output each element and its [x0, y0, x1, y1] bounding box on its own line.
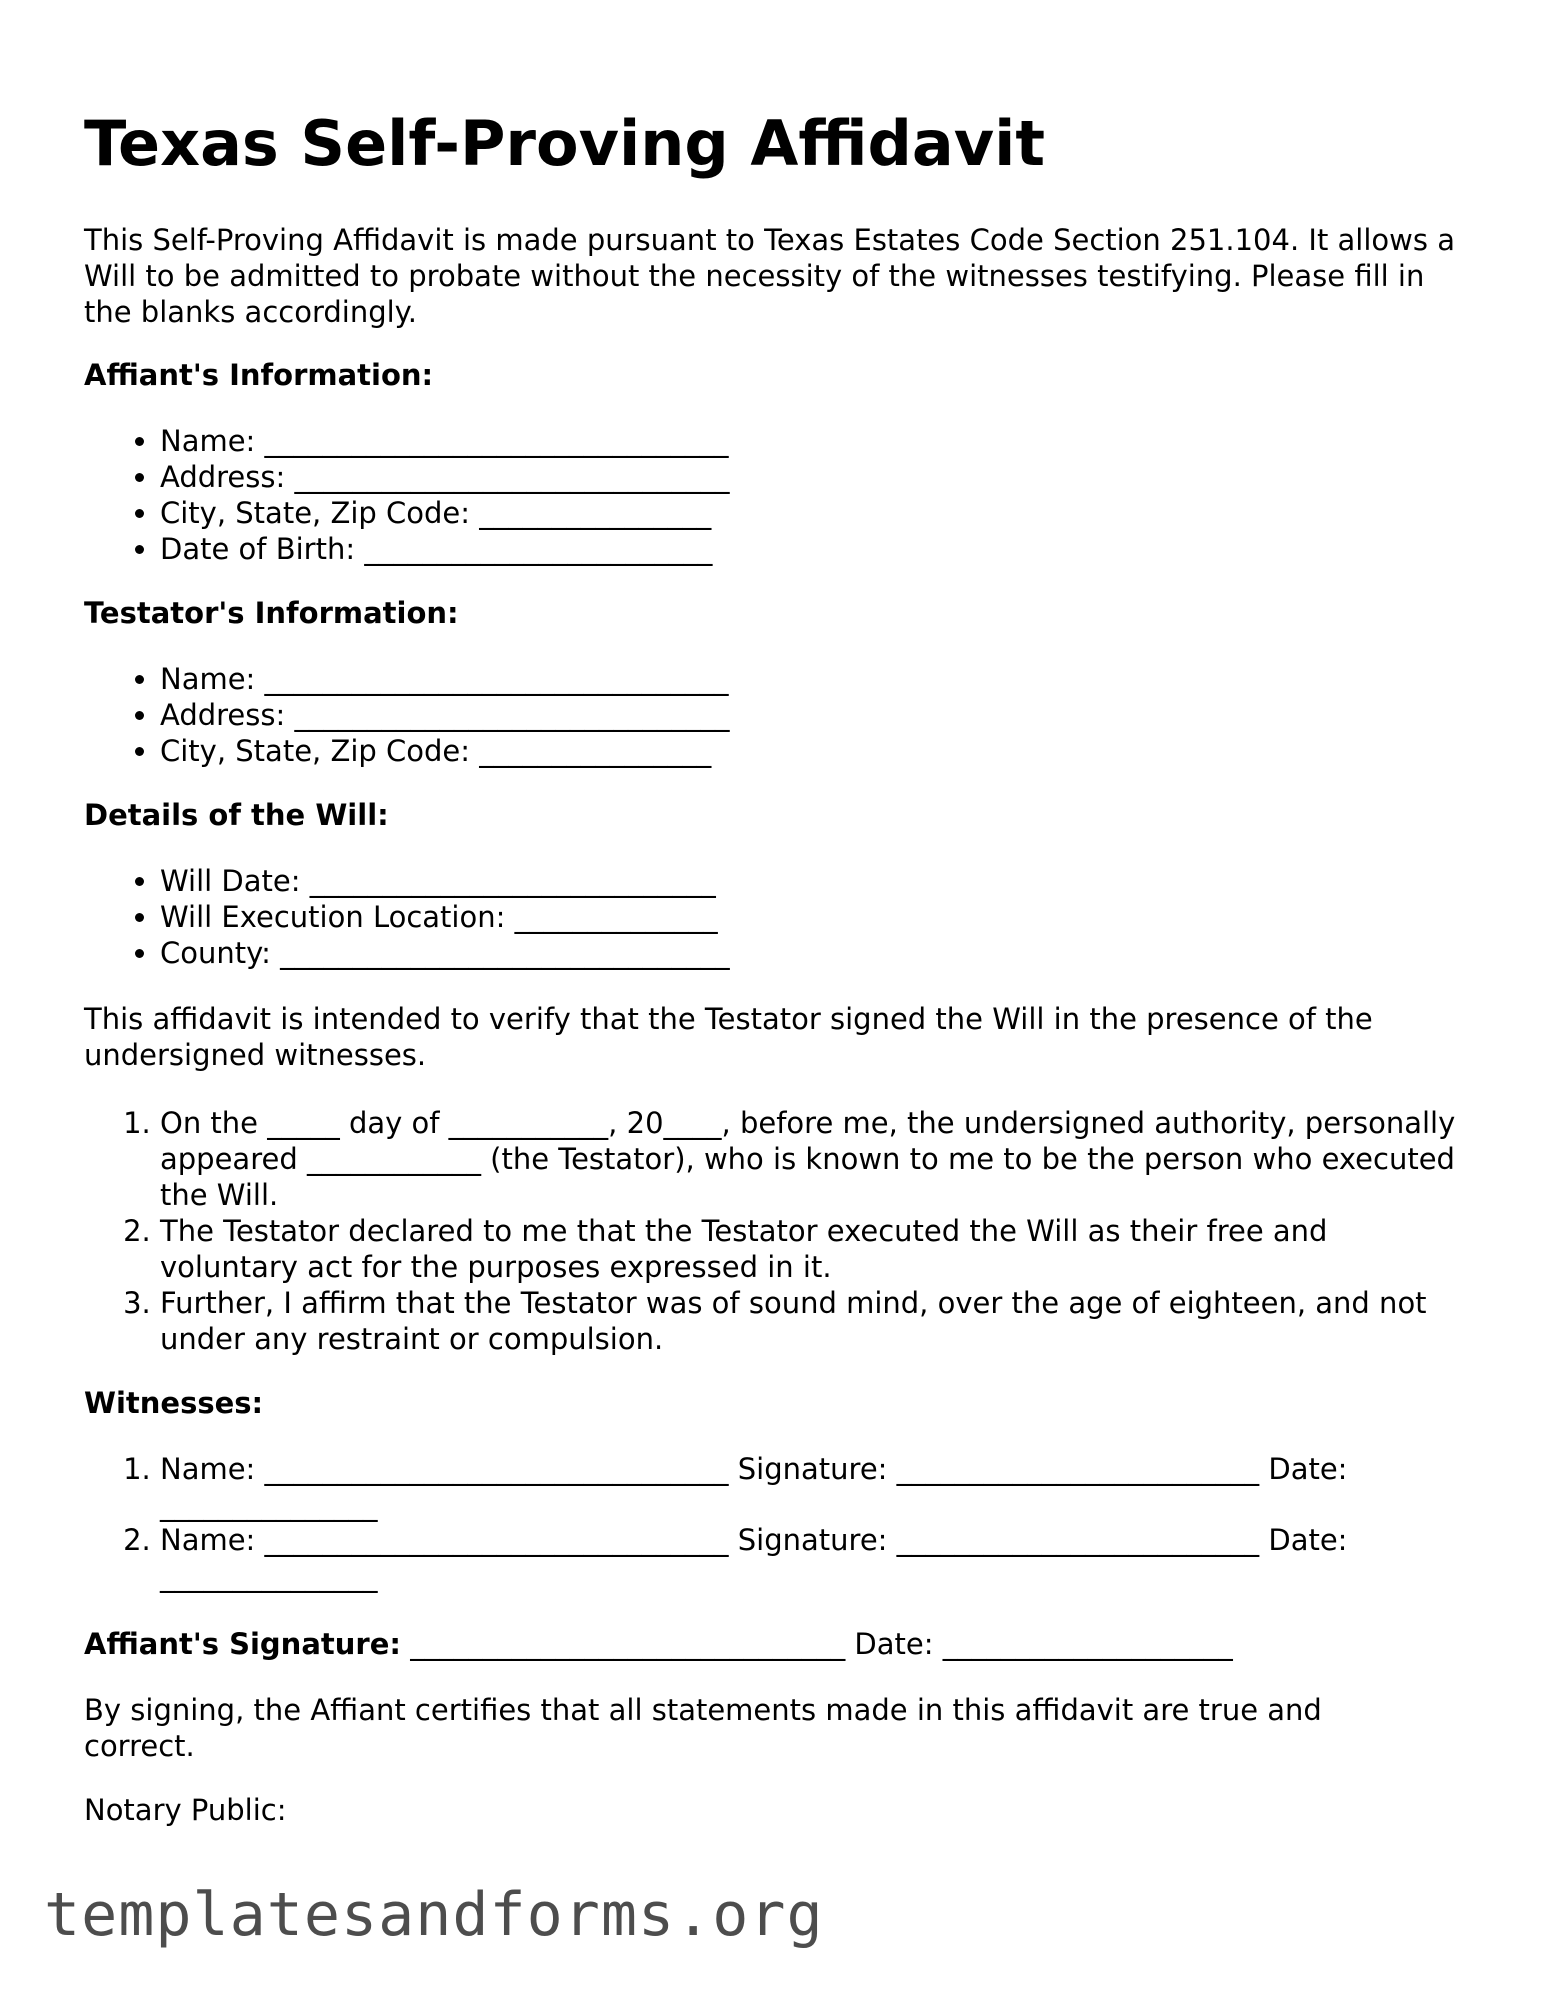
- affiant-signature-blanks[interactable]: ______________________________ Date: ____________________: [400, 1627, 1233, 1661]
- will-field-list: [84, 863, 1464, 971]
- witness-entry[interactable]: 2. Name: ________________________________ Signature: _________________________ Date: _______________: [160, 1522, 1424, 1594]
- statement-item: 1. On the _____ day of ___________, 20____, before me, the undersigned authority, personally appeared ____________ (the Testator), who is known to me to be the person who executed the Will.: [160, 1105, 1464, 1213]
- verification-paragraph: This affidavit is intended to verify that the Testator signed the Will in the presence of the undersigned witnesses.: [84, 1002, 1373, 1072]
- statement-list: [84, 1105, 1464, 1357]
- affiant-signature-label: Affiant's Signature:: [84, 1627, 401, 1661]
- testator-section: [84, 595, 1464, 769]
- affiant-address-field[interactable]: • Address: ______________________________: [160, 459, 1464, 495]
- intro-paragraph: This Self-Proving Affidavit is made pursuant to Texas Estates Code Section 251.104. It allows a Will to be admitted to probate without the necessity of the witnesses testifying. Please fill in the blanks accordingly.: [84, 223, 1455, 329]
- affiant-city-state-zip-field[interactable]: • City, State, Zip Code: ________________: [160, 495, 1464, 531]
- will-execution-location-field[interactable]: • Will Execution Location: ______________: [160, 899, 1464, 935]
- affiant-name-field[interactable]: • Name: ________________________________: [160, 423, 1464, 459]
- witnesses-heading: Witnesses:: [84, 1386, 264, 1420]
- notary-label: Notary Public:: [84, 1793, 287, 1827]
- affiant-signature-line[interactable]: [84, 1626, 1464, 1662]
- statement-item: 2. The Testator declared to me that the Testator executed the Will as their free and voluntary act for the purposes expressed in it.: [160, 1213, 1464, 1285]
- affiant-section: [84, 357, 1464, 567]
- will-county-field[interactable]: • County: _______________________________: [160, 935, 1464, 971]
- testator-city-state-zip-field[interactable]: • City, State, Zip Code: ________________: [160, 733, 1464, 769]
- testator-field-list: [84, 661, 1464, 769]
- site-watermark: templatesandforms.org: [44, 1880, 824, 1950]
- affiant-date-of-birth-field[interactable]: • Date of Birth: ________________________: [160, 531, 1464, 567]
- affiant-heading: Affiant's Information:: [84, 358, 434, 392]
- witness-list: [84, 1451, 1424, 1594]
- testator-heading: Testator's Information:: [84, 596, 459, 630]
- witnesses-section: [84, 1385, 1464, 1594]
- statement-item: 3. Further, I affirm that the Testator was of sound mind, over the age of eighteen, and not under any restraint or compulsion.: [160, 1285, 1464, 1357]
- certification-paragraph: By signing, the Affiant certifies that all statements made in this affidavit are true and correct.: [84, 1693, 1322, 1763]
- testator-address-field[interactable]: • Address: ______________________________: [160, 697, 1464, 733]
- testator-name-field[interactable]: • Name: ________________________________: [160, 661, 1464, 697]
- will-heading: Details of the Will:: [84, 798, 389, 832]
- affiant-field-list: [84, 423, 1464, 567]
- will-section: [84, 797, 1464, 971]
- page-title: Texas Self-Proving Affidavit: [84, 107, 1046, 180]
- will-date-field[interactable]: • Will Date: ____________________________: [160, 863, 1464, 899]
- witness-entry[interactable]: 1. Name: ________________________________ Signature: _________________________ Date: _______________: [160, 1451, 1424, 1523]
